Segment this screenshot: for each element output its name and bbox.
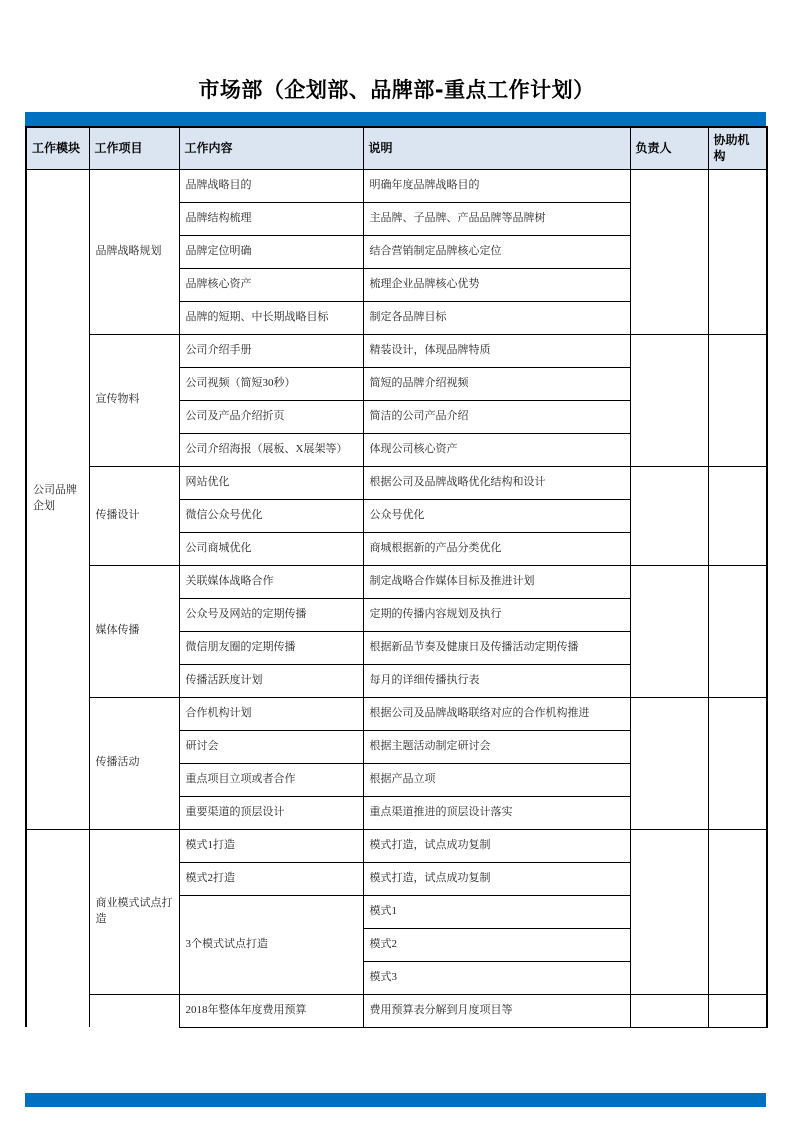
table-row [26, 697, 767, 730]
content-cell: 模式1打造 [179, 829, 363, 862]
assist-org-cell [708, 565, 767, 697]
owner-cell [630, 565, 708, 697]
content-cell: 公司视频（简短30秒） [179, 367, 363, 400]
content-cell: 公司商城优化 [179, 532, 363, 565]
project-cell: 传播活动 [89, 697, 179, 829]
assist-org-cell [708, 829, 767, 994]
content-cell: 关联媒体战略合作 [179, 565, 363, 598]
assist-org-cell [708, 697, 767, 829]
desc-cell: 模式1 [363, 895, 630, 928]
content-cell: 公司介绍手册 [179, 334, 363, 367]
content-cell: 公司及产品介绍折页 [179, 400, 363, 433]
desc-cell: 每月的详细传播执行表 [363, 664, 630, 697]
desc-cell: 梳理企业品牌核心优势 [363, 268, 630, 301]
project-cell: 品牌战略规划 [89, 169, 179, 334]
owner-cell [630, 334, 708, 466]
desc-cell: 模式2 [363, 928, 630, 961]
desc-cell: 制定战略合作媒体目标及推进计划 [363, 565, 630, 598]
column-header-content: 工作内容 [179, 127, 363, 169]
column-header-module: 工作模块 [26, 127, 89, 169]
project-cell [89, 994, 179, 1027]
column-header-project: 工作项目 [89, 127, 179, 169]
desc-cell: 根据产品立项 [363, 763, 630, 796]
page-title: 市场部（企划部、品牌部-重点工作计划） [198, 78, 595, 102]
desc-cell: 根据主题活动制定研讨会 [363, 730, 630, 763]
content-cell: 传播活跃度计划 [179, 664, 363, 697]
table-row [26, 334, 767, 367]
assist-org-cell [708, 169, 767, 334]
content-cell: 品牌结构梳理 [179, 202, 363, 235]
desc-cell: 制定各品牌目标 [363, 301, 630, 334]
content-cell: 品牌战略目的 [179, 169, 363, 202]
content-cell: 重要渠道的顶层设计 [179, 796, 363, 829]
desc-cell: 主品牌、子品牌、产品品牌等品牌树 [363, 202, 630, 235]
work-plan-table [25, 126, 766, 1028]
content-cell: 微信朋友圈的定期传播 [179, 631, 363, 664]
desc-cell: 模式3 [363, 961, 630, 994]
content-cell: 网站优化 [179, 466, 363, 499]
module-cell [26, 829, 89, 1027]
content-cell: 公司介绍海报（展板、X展架等） [179, 433, 363, 466]
content-cell: 品牌核心资产 [179, 268, 363, 301]
owner-cell [630, 994, 708, 1027]
desc-cell: 公众号优化 [363, 499, 630, 532]
desc-cell: 定期的传播内容规划及执行 [363, 598, 630, 631]
content-cell: 合作机构计划 [179, 697, 363, 730]
desc-cell: 根据新品节奏及健康日及传播活动定期传播 [363, 631, 630, 664]
column-header-assist-org: 协助机构 [708, 127, 767, 169]
content-cell: 品牌定位明确 [179, 235, 363, 268]
plan-table-body [26, 169, 767, 1027]
table-row [26, 829, 767, 862]
top-accent-bar [25, 112, 766, 126]
desc-cell: 结合营销制定品牌核心定位 [363, 235, 630, 268]
desc-cell: 根据公司及品牌战略优化结构和设计 [363, 466, 630, 499]
assist-org-cell [708, 994, 767, 1027]
content-cell: 3个模式试点打造 [179, 895, 363, 994]
project-cell: 传播设计 [89, 466, 179, 565]
table-row [26, 169, 767, 202]
owner-cell [630, 169, 708, 334]
content-cell: 重点项目立项或者合作 [179, 763, 363, 796]
project-cell: 商业模式试点打造 [89, 829, 179, 994]
desc-cell: 简洁的公司产品介绍 [363, 400, 630, 433]
desc-cell: 体现公司核心资产 [363, 433, 630, 466]
content-cell: 2018年整体年度费用预算 [179, 994, 363, 1027]
module-cell: 公司品牌企划 [26, 169, 89, 829]
assist-org-cell [708, 466, 767, 565]
assist-org-cell [708, 334, 767, 466]
owner-cell [630, 829, 708, 994]
desc-cell: 模式打造，试点成功复制 [363, 829, 630, 862]
content-cell: 品牌的短期、中长期战略目标 [179, 301, 363, 334]
desc-cell: 明确年度品牌战略目的 [363, 169, 630, 202]
content-cell: 微信公众号优化 [179, 499, 363, 532]
desc-cell: 简短的品牌介绍视频 [363, 367, 630, 400]
table-row [26, 565, 767, 598]
project-cell: 媒体传播 [89, 565, 179, 697]
desc-cell: 模式打造，试点成功复制 [363, 862, 630, 895]
content-cell: 研讨会 [179, 730, 363, 763]
header-row [26, 127, 767, 169]
project-cell: 宣传物料 [89, 334, 179, 466]
column-header-owner: 负责人 [630, 127, 708, 169]
bottom-accent-bar [25, 1093, 766, 1107]
table-row [26, 466, 767, 499]
desc-cell: 精装设计，体现品牌特质 [363, 334, 630, 367]
column-header-description: 说明 [363, 127, 630, 169]
owner-cell [630, 466, 708, 565]
desc-cell: 商城根据新的产品分类优化 [363, 532, 630, 565]
desc-cell: 费用预算表分解到月度项目等 [363, 994, 630, 1027]
content-cell: 公众号及网站的定期传播 [179, 598, 363, 631]
content-cell: 模式2打造 [179, 862, 363, 895]
owner-cell [630, 697, 708, 829]
desc-cell: 重点渠道推进的顶层设计落实 [363, 796, 630, 829]
table-row [26, 994, 767, 1027]
desc-cell: 根据公司及品牌战略联络对应的合作机构推进 [363, 697, 630, 730]
